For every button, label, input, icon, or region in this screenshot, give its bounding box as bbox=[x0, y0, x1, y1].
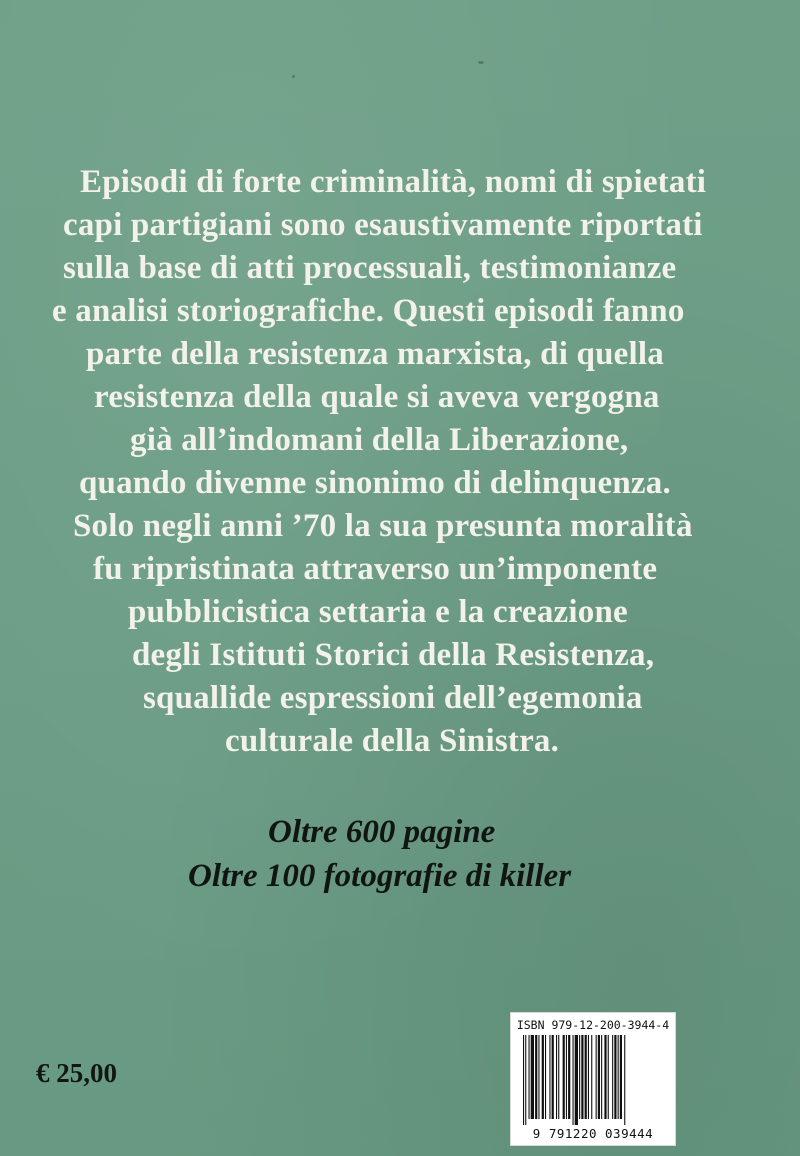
blurb-line: squallide espressioni dell’egemonia bbox=[143, 680, 643, 716]
isbn-barcode bbox=[510, 1012, 676, 1146]
blurb-line: Episodi di forte criminalità, nomi di spietati bbox=[80, 164, 707, 200]
barcode-bar bbox=[545, 1035, 546, 1119]
barcode-bar bbox=[558, 1035, 559, 1119]
barcode-bar bbox=[579, 1035, 580, 1119]
barcode-bar bbox=[601, 1035, 602, 1119]
barcode-bar bbox=[535, 1035, 537, 1119]
barcode-bar bbox=[618, 1035, 619, 1119]
price-label: € 25,00 bbox=[36, 1058, 117, 1088]
barcode-bar bbox=[556, 1035, 557, 1119]
barcode-bar bbox=[588, 1035, 589, 1119]
barcode-bars bbox=[523, 1035, 663, 1125]
barcode-bar bbox=[568, 1035, 570, 1119]
barcode-bar bbox=[531, 1035, 534, 1119]
blurb-line: quando divenne sinonimo di delinquenza. bbox=[79, 465, 671, 501]
barcode-bar bbox=[614, 1035, 616, 1119]
barcode-bar bbox=[596, 1035, 597, 1119]
blurb-line: degli Istituti Storici della Resistenza, bbox=[132, 637, 655, 673]
barcode-bar bbox=[549, 1035, 550, 1119]
blurb-line: capi partigiani sono esaustivamente riportati bbox=[63, 207, 703, 243]
blurb-line: parte della resistenza marxista, di quella bbox=[86, 336, 664, 372]
blurb-line: e analisi storiografiche. Questi episodi fanno bbox=[52, 293, 685, 329]
barcode-bar bbox=[591, 1035, 592, 1119]
blurb-line: già all’indomani della Liberazione, bbox=[130, 422, 629, 458]
barcode-bar bbox=[581, 1035, 583, 1119]
barcode-bar bbox=[538, 1035, 539, 1119]
tagline-page-count: Oltre 600 pagine bbox=[268, 814, 496, 850]
barcode-bar bbox=[552, 1035, 554, 1119]
barcode-bar bbox=[620, 1035, 622, 1119]
barcode-bar bbox=[608, 1035, 609, 1119]
barcode-bar bbox=[563, 1035, 565, 1119]
barcode-bar bbox=[604, 1035, 606, 1119]
barcode-bar bbox=[523, 1035, 524, 1125]
barcode-bar bbox=[624, 1035, 625, 1125]
blurb-line: culturale della Sinistra. bbox=[225, 723, 560, 759]
isbn-label: ISBN 979-12-200-3944-4 bbox=[516, 1018, 670, 1032]
barcode-bar bbox=[573, 1035, 574, 1125]
blurb-line: sulla base di atti processuali, testimonianze bbox=[63, 250, 677, 286]
blurb-line: Solo negli anni ’70 la sua presunta moralità bbox=[73, 508, 693, 544]
blurb-line: pubblicistica settaria e la creazione bbox=[128, 594, 628, 630]
barcode-bar bbox=[529, 1035, 530, 1119]
blurb-line: resistenza della quale si aveva vergogna bbox=[94, 379, 660, 415]
tagline-photo-count: Oltre 100 fotografie di killer bbox=[188, 858, 572, 894]
blurb-line: fu ripristinata attraverso un’imponente bbox=[93, 551, 658, 587]
barcode-bar bbox=[566, 1035, 567, 1119]
barcode-bar bbox=[575, 1035, 578, 1125]
barcode-bar bbox=[542, 1035, 544, 1119]
barcode-digits: 9 791220 039444 bbox=[532, 1126, 654, 1141]
barcode-bar bbox=[612, 1035, 613, 1119]
barcode-bar bbox=[598, 1035, 600, 1119]
print-speck bbox=[478, 61, 484, 64]
print-speck bbox=[292, 75, 295, 78]
barcode-bar bbox=[585, 1035, 587, 1119]
barcode-bar bbox=[525, 1035, 526, 1125]
